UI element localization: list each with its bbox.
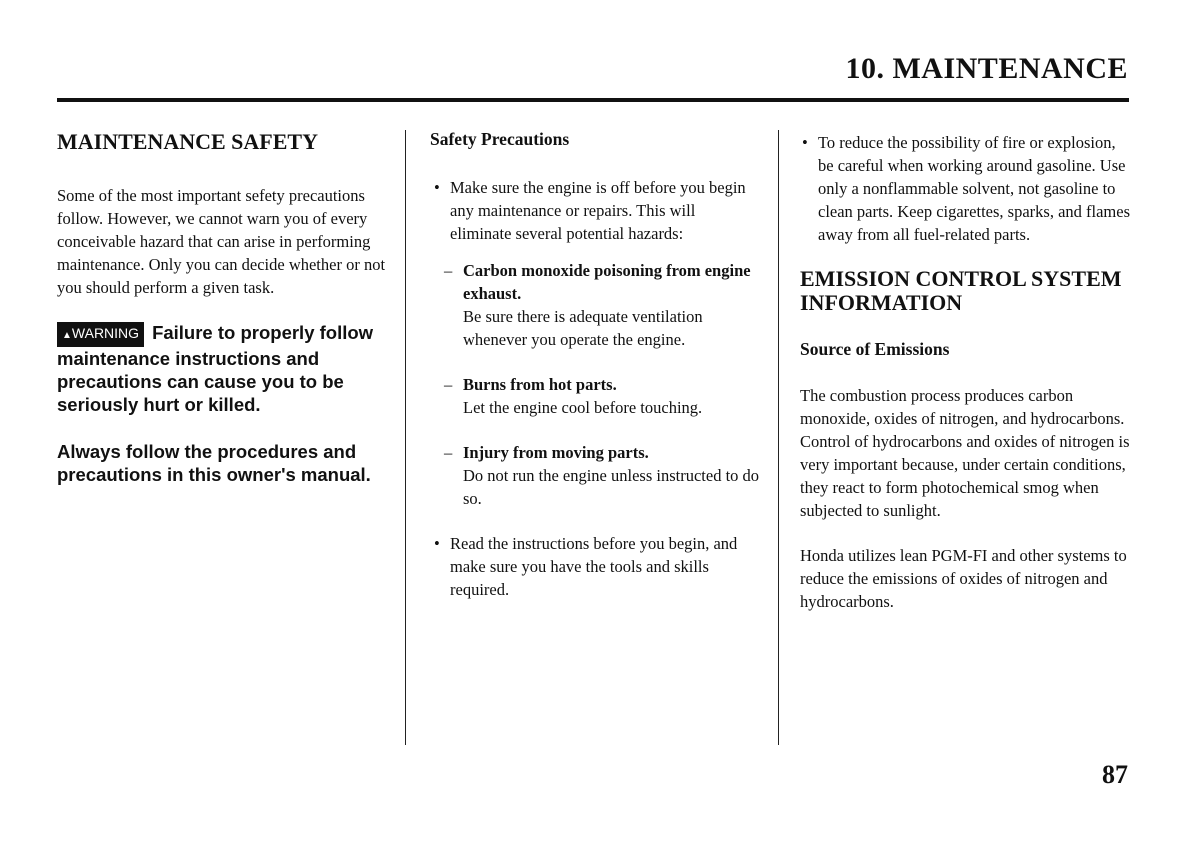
subheading-safety-precautions: Safety Precautions xyxy=(430,129,570,149)
subheading-source-of-emissions: Source of Emissions xyxy=(800,339,950,359)
warning-badge xyxy=(57,322,144,347)
hazard-title: – Injury from moving parts. xyxy=(463,443,649,462)
header-rule xyxy=(57,98,1129,102)
column-safety-precautions xyxy=(430,125,760,601)
precaution-fire-explosion: To reduce the possibility of fire or explosion, be careful when working around gasoline. Use only a nonflammable solvent, not gasoline to clean parts. Keep cigarettes, sparks, and flames away from all fuel-related parts. xyxy=(818,133,1130,244)
fire-precaution-list xyxy=(798,131,1130,246)
column-divider-2 xyxy=(778,130,779,745)
section-heading-maintenance-safety: MAINTENANCE SAFETY xyxy=(57,129,318,154)
emissions-paragraph-1: The combustion process produces carbon monoxide, oxides of nitrogen, and hydrocarbons. Control of hydrocarbons and oxides of nitrogen is very important because, under certain conditions, they react to form photochemical smog when subjected to sunlight. xyxy=(800,386,1130,520)
hazards-list xyxy=(430,259,760,510)
precaution-read-instructions: Read the instructions before you begin, and make sure you have the tools and skills required. xyxy=(450,534,738,599)
hazard-text: Do not run the engine unless instructed to do so. xyxy=(463,466,760,508)
hazard-title: – Carbon monoxide poisoning from engine exhaust. xyxy=(463,261,751,303)
list-item xyxy=(430,441,760,510)
column-maintenance-safety xyxy=(57,125,387,486)
list-item xyxy=(430,176,760,510)
page-number: 87 xyxy=(1102,760,1128,789)
emissions-paragraph-2: Honda utilizes lean PGM-FI and other systems to reduce the emissions of oxides of nitrogen and hydrocarbons. xyxy=(800,546,1127,611)
list-item xyxy=(430,373,760,419)
hazard-title: – Burns from hot parts. xyxy=(463,375,617,394)
hazard-text: Be sure there is adequate ventilation whenever you operate the engine. xyxy=(463,307,703,349)
precautions-list xyxy=(430,176,760,601)
precaution-engine-off: Make sure the engine is off before you begin any maintenance or repairs. This will eliminate several potential hazards: xyxy=(450,178,746,243)
section-heading-emission-control: EMISSION CONTROL SYSTEM INFORMATION xyxy=(800,266,1122,315)
follow-procedures-text: Always follow the procedures and precautions in this owner's manual. xyxy=(57,441,371,485)
hazard-text: Let the engine cool before touching. xyxy=(463,398,703,417)
list-item xyxy=(798,131,1130,246)
list-item xyxy=(430,532,760,601)
warning-message xyxy=(57,321,387,416)
column-emission-control xyxy=(800,125,1130,613)
chapter-title: 10. MAINTENANCE xyxy=(845,52,1128,85)
warning-badge-label: WARNING xyxy=(71,325,140,341)
maintenance-intro: Some of the most important sefety precautions follow. However, we cannot warn you of every conceivable hazard that can arise in performing maintenance. Only you can decide whether or not you should perform a given task. xyxy=(57,186,386,297)
list-item xyxy=(430,259,760,351)
column-divider-1 xyxy=(405,130,406,745)
warning-triangle-icon: ▲ xyxy=(62,330,72,341)
warning-text: Failure to properly follow maintenance instructions and precautions can cause you to be seriously hurt or killed. xyxy=(57,322,374,415)
